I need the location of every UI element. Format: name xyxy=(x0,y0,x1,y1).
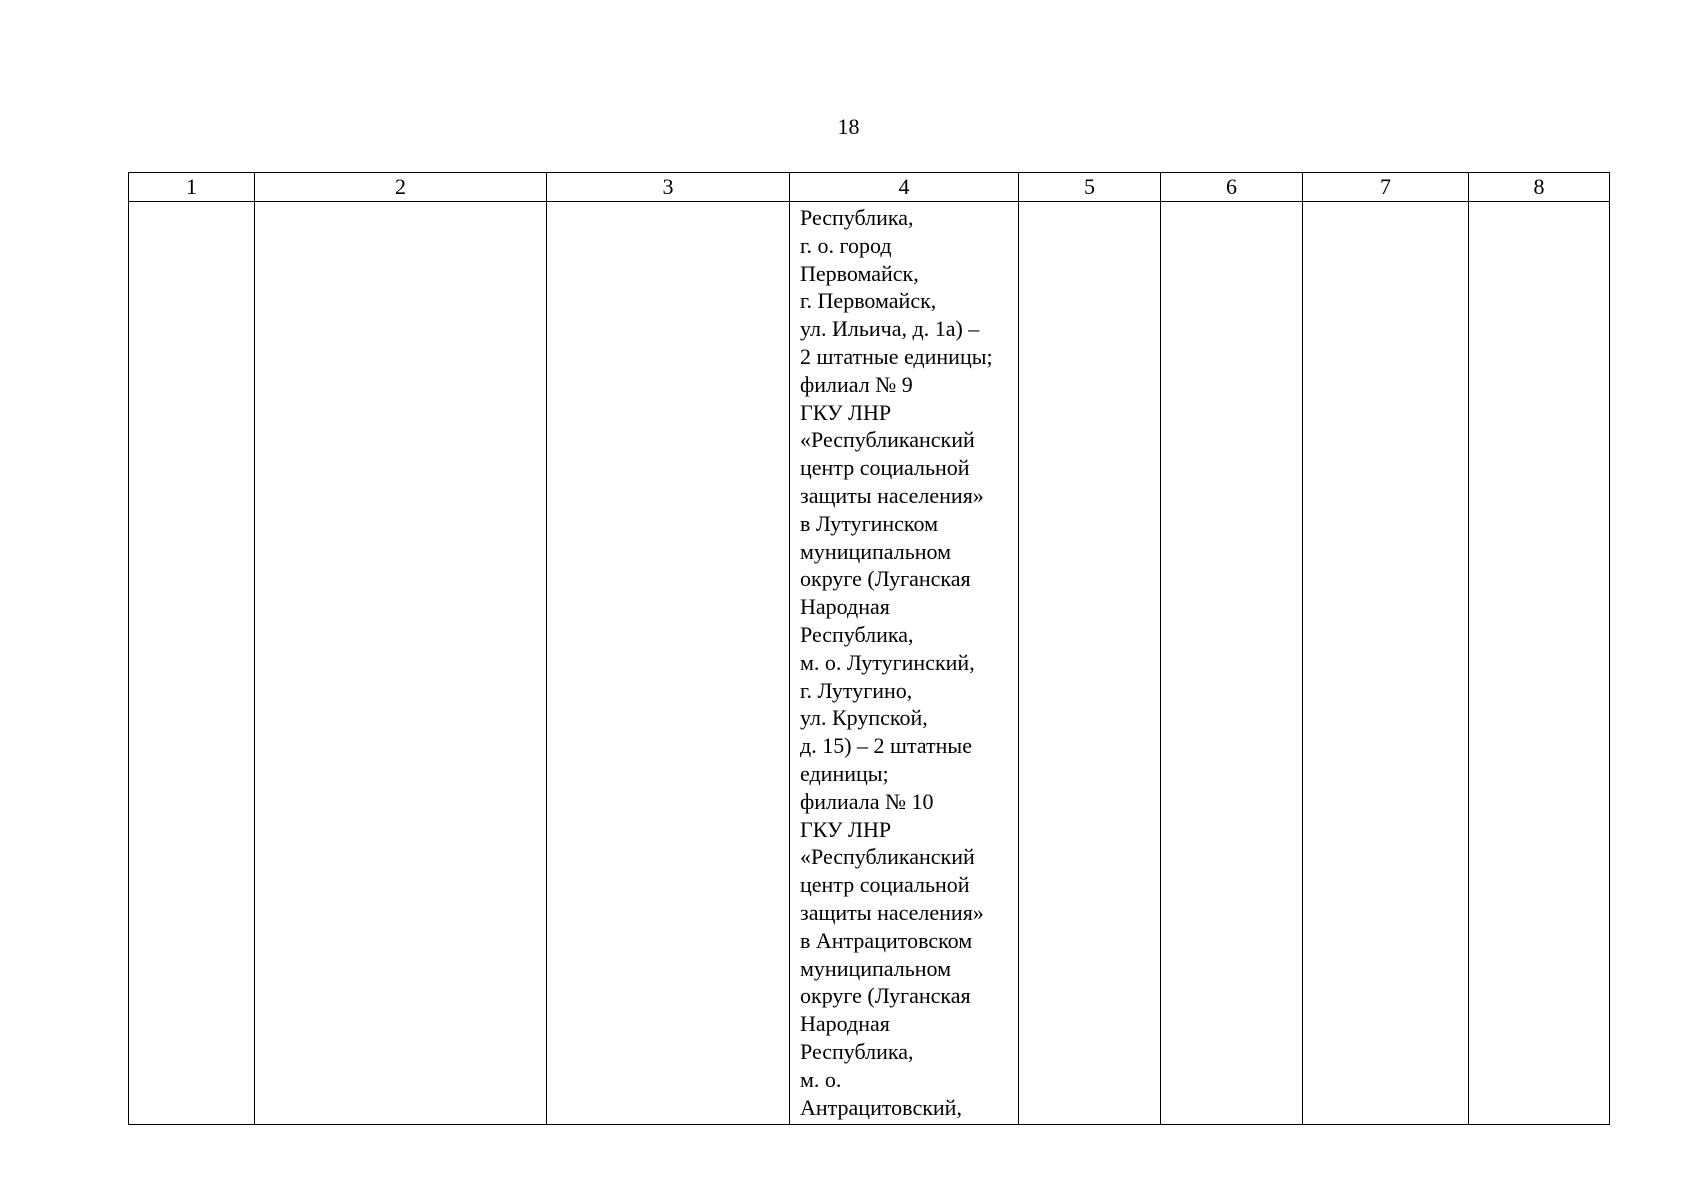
cell-text-line: муниципальном xyxy=(800,538,952,564)
table-cell-col7 xyxy=(1303,202,1469,1125)
column-header-4: 4 xyxy=(790,173,1019,202)
column-header-2: 2 xyxy=(255,173,547,202)
cell-text xyxy=(1469,202,1609,204)
column-header-3: 3 xyxy=(547,173,790,202)
cell-text-line: ГКУ ЛНР xyxy=(800,399,892,425)
cell-text-line: Первомайск, xyxy=(800,260,919,286)
cell-text-line: защиты населения» xyxy=(800,482,984,508)
table-cell-col5 xyxy=(1019,202,1161,1125)
cell-text xyxy=(1303,202,1468,204)
cell-text-line: г. о. город xyxy=(800,232,892,258)
cell-text xyxy=(1019,202,1160,204)
cell-text-line: Антрацитовский, xyxy=(800,1094,962,1120)
cell-text-line: Республика, xyxy=(800,1038,914,1064)
cell-text-col4 xyxy=(790,202,1018,1121)
table-cell-col4 xyxy=(790,202,1019,1125)
column-header-7: 7 xyxy=(1303,173,1469,202)
table-cell-col1 xyxy=(129,202,255,1125)
table-cell-col2 xyxy=(255,202,547,1125)
column-header-1: 1 xyxy=(129,173,255,202)
cell-text-line: филиала № 10 xyxy=(800,788,934,814)
cell-text-line: округе (Луганская xyxy=(800,983,971,1009)
column-header-6: 6 xyxy=(1161,173,1303,202)
cell-text-line: филиал № 9 xyxy=(800,371,913,397)
cell-text-line: муниципальном xyxy=(800,955,952,981)
cell-text-line: «Республиканский xyxy=(800,427,975,453)
cell-text-line: в Лутугинском xyxy=(800,510,938,536)
table-cell-col8 xyxy=(1469,202,1610,1125)
cell-text xyxy=(1161,202,1302,204)
cell-text-line: м. о. xyxy=(800,1066,842,1092)
table-cell-col6 xyxy=(1161,202,1303,1125)
cell-text-line: «Республиканский xyxy=(800,844,975,870)
cell-text-line: д. 15) – 2 штатные xyxy=(800,733,972,759)
cell-text xyxy=(255,202,546,204)
cell-text-line: ул. Крупской, xyxy=(800,705,928,731)
cell-text-line: центр социальной xyxy=(800,455,970,481)
column-header-5: 5 xyxy=(1019,173,1161,202)
table-header-row xyxy=(129,173,1610,202)
cell-text xyxy=(129,202,254,204)
cell-text-line: единицы; xyxy=(800,760,889,786)
cell-text-line: м. о. Лутугинский, xyxy=(800,649,975,675)
cell-text-line: Республика, xyxy=(800,205,914,230)
cell-text-line: 2 штатные единицы; xyxy=(800,343,993,369)
cell-text-line: г. Лутугино, xyxy=(800,677,913,703)
cell-text-line: ГКУ ЛНР xyxy=(800,816,892,842)
cell-text-line: центр социальной xyxy=(800,872,970,898)
cell-text-line: Республика, xyxy=(800,621,914,647)
cell-text-line: в Антрацитовском xyxy=(800,927,973,953)
table-cell-col3 xyxy=(547,202,790,1125)
page-number: 18 xyxy=(837,114,860,139)
table-row xyxy=(129,202,1610,1125)
cell-text xyxy=(547,202,789,204)
cell-text-line: ул. Ильича, д. 1а) – xyxy=(800,316,980,342)
column-header-8: 8 xyxy=(1469,173,1610,202)
document-table xyxy=(128,172,1610,1125)
cell-text-line: г. Первомайск, xyxy=(800,288,937,314)
cell-text-line: округе (Луганская xyxy=(800,566,971,592)
cell-text-line: Народная xyxy=(800,1011,890,1037)
cell-text-line: Народная xyxy=(800,594,890,620)
cell-text-line: защиты населения» xyxy=(800,899,984,925)
